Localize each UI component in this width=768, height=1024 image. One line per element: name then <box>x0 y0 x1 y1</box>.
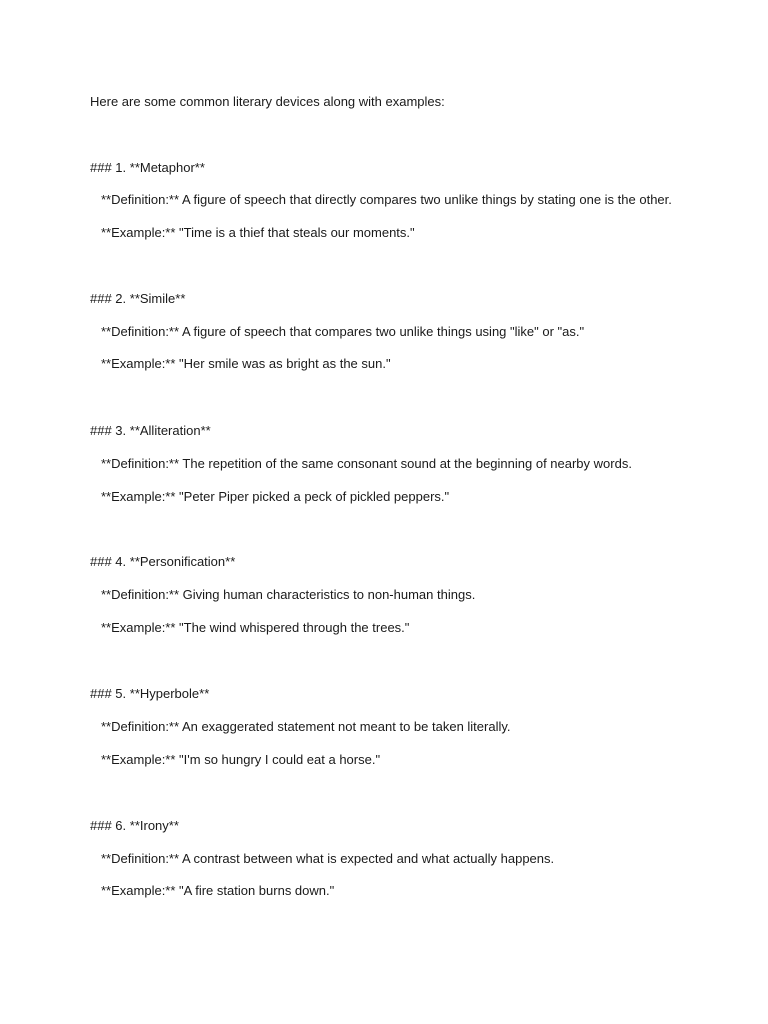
device-definition: **Definition:** The repetition of the same consonant sound at the beginning of nearby words. <box>101 456 632 471</box>
intro-text: Here are some common literary devices along with examples: <box>90 94 445 109</box>
device-example: **Example:** "I'm so hungry I could eat a horse." <box>101 752 381 767</box>
device-definition: **Definition:** Giving human characteristics to non-human things. <box>101 587 476 602</box>
device-example: **Example:** "Her smile was as bright as the sun." <box>101 356 391 371</box>
device-heading: ### 3. **Alliteration** <box>90 423 211 438</box>
device-example: **Example:** "The wind whispered through the trees." <box>101 620 410 635</box>
device-example: **Example:** "A fire station burns down." <box>101 883 335 898</box>
device-example: **Example:** "Peter Piper picked a peck of pickled peppers." <box>101 489 450 504</box>
device-heading: ### 1. **Metaphor** <box>90 160 205 175</box>
device-heading: ### 6. **Irony** <box>90 818 179 833</box>
device-definition: **Definition:** A contrast between what is expected and what actually happens. <box>101 851 555 866</box>
device-heading: ### 5. **Hyperbole** <box>90 686 210 701</box>
device-heading: ### 2. **Simile** <box>90 291 186 306</box>
device-definition: **Definition:** A figure of speech that directly compares two unlike things by stating one is the other. <box>101 192 672 207</box>
device-example: **Example:** "Time is a thief that steals our moments." <box>101 225 415 240</box>
device-definition: **Definition:** A figure of speech that compares two unlike things using "like" or "as." <box>101 324 585 339</box>
device-heading: ### 4. **Personification** <box>90 554 236 569</box>
device-definition: **Definition:** An exaggerated statement not meant to be taken literally. <box>101 719 511 734</box>
